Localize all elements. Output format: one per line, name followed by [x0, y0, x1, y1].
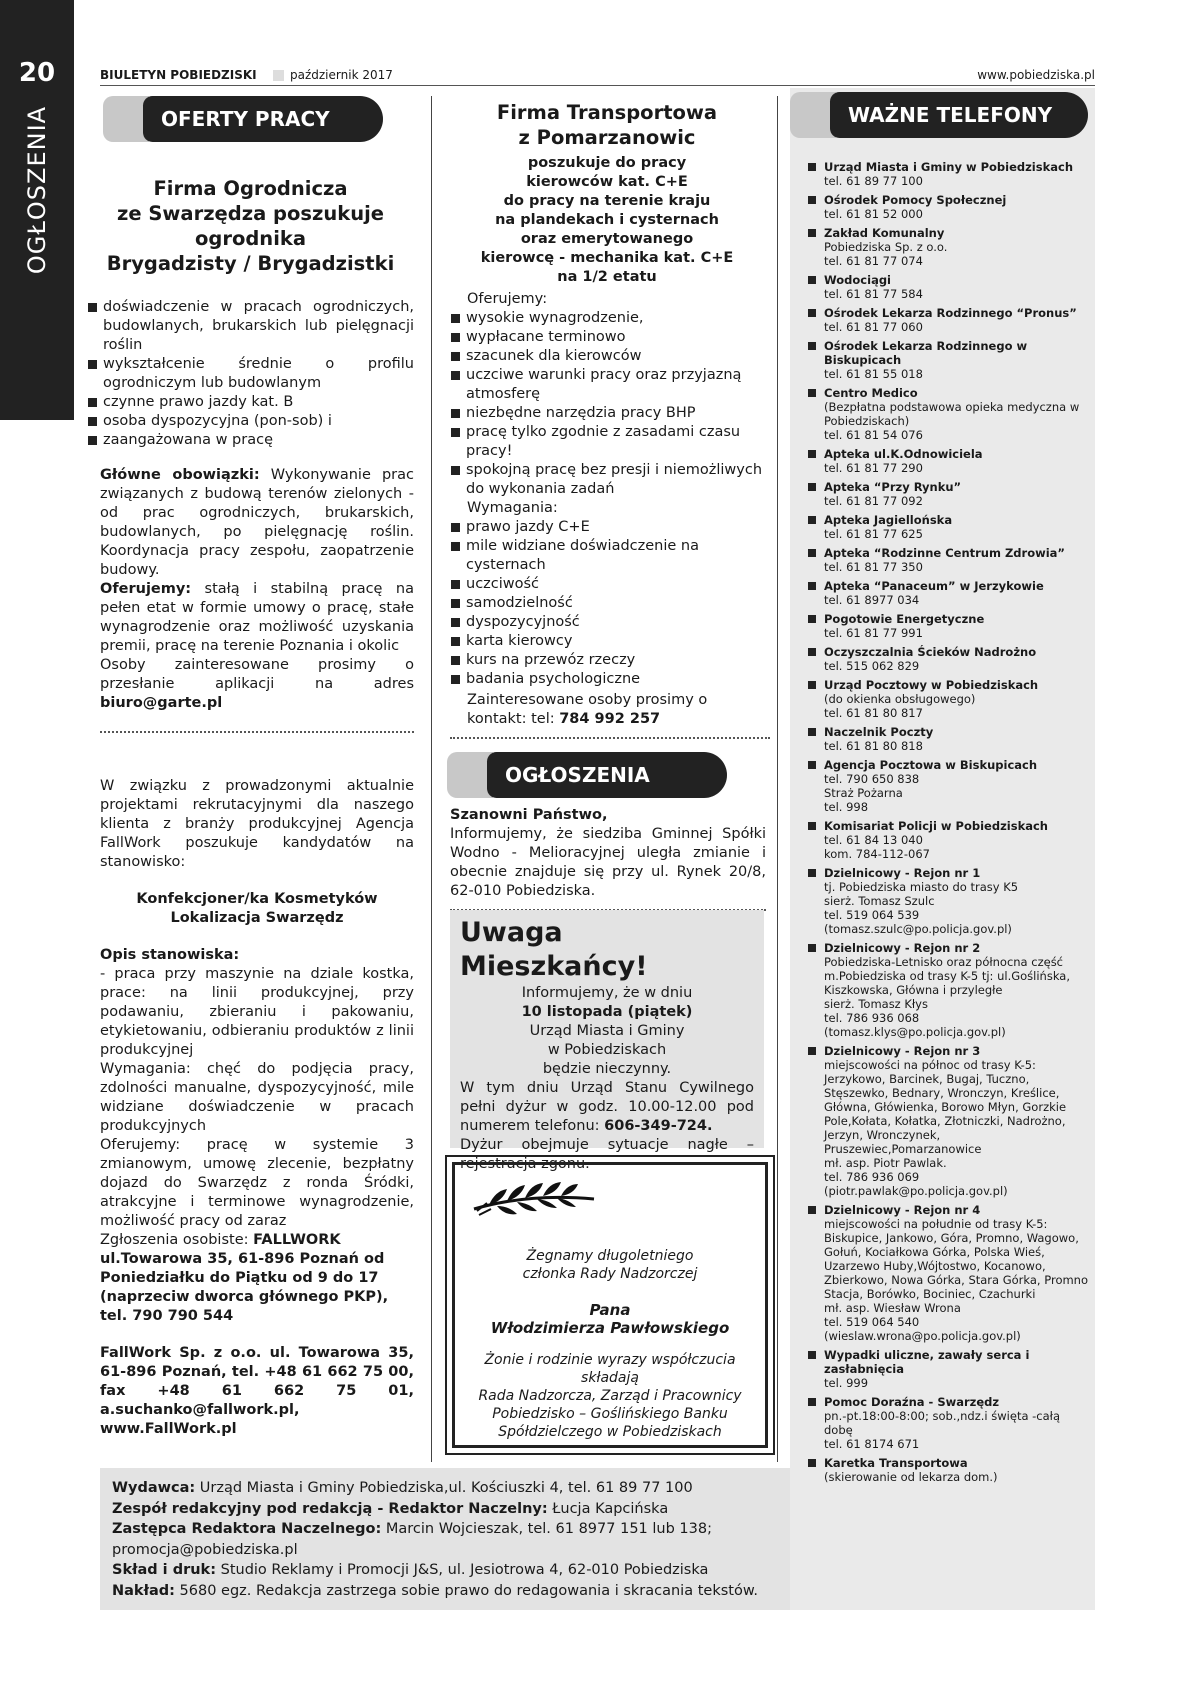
phone-entry-detail: tel. 61 81 77 092 — [824, 494, 923, 508]
phone-entry-name: Pomoc Doraźna - Swarzędz — [824, 1395, 1000, 1409]
phone-entry — [808, 1456, 1090, 1484]
phone-entry-name: Apteka ul.K.Odnowiciela — [824, 447, 983, 461]
phone-entry-detail: tel. 61 81 77 290 — [824, 461, 923, 475]
announcement-text: Informujemy, że siedziba Gminnej Spółki Wodno - Melioracyjnej uległa zmianie i obecnie znajduje się przy ul. Rynek 20/8, 62-010 Pobiedziska. — [450, 826, 766, 899]
phone-entry-name: Dzielnicowy - Rejon nr 4 — [824, 1203, 981, 1217]
phone-entry-detail: tel. 61 81 77 991 — [824, 626, 923, 640]
list-item: pracę tylko zgodnie z zasadami czasu pracy! — [450, 423, 770, 461]
phone-entry-name: Apteka “Rodzinne Centrum Zdrowia” — [824, 546, 1065, 560]
phone-entry — [808, 678, 1090, 720]
phone-entry-detail: tj. Pobiedziska miasto do trasy K5 — [824, 880, 1019, 894]
phone-entry — [808, 941, 1090, 1039]
phone-entry — [808, 1203, 1090, 1343]
fallwork-desc: - praca przy maszynie na dziale kostka, prace: na linii produkcyjnej, przy podawaniu, zbieraniu i pakowaniu, etykietowaniu, odbieraniu produktów z linii produkcyjnej — [100, 966, 414, 1058]
announcements-title: OGŁOSZENIA — [487, 752, 727, 798]
phone-entry-detail: (piotr.pawlak@po.policja.gov.pl) — [824, 1184, 1008, 1198]
phone-entry-detail: tel. 61 81 77 074 — [824, 254, 923, 268]
phone-entry-name: Ośrodek Pomocy Społecznej — [824, 193, 1007, 207]
phone-entry-detail: Straż Pożarna — [824, 786, 903, 800]
laurel-branch-icon — [469, 1171, 599, 1221]
garden-duties: Główne obowiązki: Wykonywanie prac związanych z budową terenów zielonych - od prac ogrodniczych, brukarskich, budowlanych, po pielęgnację roślin. Koordynacja pracy zespołu, zaopatrzenie budowy. — [100, 467, 415, 578]
phone-entry-name: Wodociągi — [824, 273, 892, 287]
garden-contact: Osoby zainteresowane prosimy o przesłanie aplikacji na adres biuro@garte.pl — [100, 657, 414, 711]
phone-entry-detail: tel. 519 064 539 — [824, 908, 920, 922]
notice-duty: W tym dniu Urząd Stanu Cywilnego pełni dyżur w godz. 10.00-12.00 pod numerem telefonu: 606-349-724. — [460, 1080, 754, 1134]
phone-entry-detail: tel. 519 064 540 — [824, 1315, 920, 1329]
phone-entry — [808, 339, 1090, 381]
transport-offer-label: Oferujemy: — [467, 291, 548, 307]
transport-subheading: poszukuje do pracy kierowców kat. C+E do pracy na terenie kraju na plandekach i cysternach oraz emerytowanego kierowcę - mechanika kat. C+E na 1/2 etatu — [480, 155, 734, 285]
list-item: badania psychologiczne — [450, 670, 770, 689]
fallwork-desc-label: Opis stanowiska: — [100, 947, 240, 963]
phone-entry-name: Apteka Jagiellońska — [824, 513, 953, 527]
phone-entry-detail: (wieslaw.wrona@po.policja.gov.pl) — [824, 1329, 1021, 1343]
list-item: szacunek dla kierowców — [450, 347, 770, 366]
garden-benefits: Oferujemy: stałą i stabilną pracę na pełen etat w formie umowy o pracę, stałe wynagrodzenie oraz możliwość uzyskania premii, pracę na terenie Poznania i okolic — [100, 581, 414, 654]
list-item: mile widziane doświadczenie na cysternach — [450, 537, 770, 575]
phone-entry-detail: kom. 784-112-067 — [824, 847, 930, 861]
phone-entry-detail: tel. 61 81 80 818 — [824, 739, 923, 753]
phone-entry — [808, 447, 1090, 475]
phone-entry — [808, 546, 1090, 574]
phone-entry-detail: tel. 61 81 77 060 — [824, 320, 923, 334]
list-item: dyspozycyjność — [450, 613, 770, 632]
list-item: wysokie wynagrodzenie, — [450, 309, 770, 328]
phone-entry — [808, 725, 1090, 753]
transport-heading: Firma Transportowa z Pomarzanowic — [496, 101, 718, 149]
phone-entry — [808, 1395, 1090, 1451]
transport-details — [450, 290, 770, 739]
phone-entry-detail: (tomasz.klys@po.policja.gov.pl) — [824, 1025, 1006, 1039]
announcement-greeting: Szanowni Państwo, — [450, 807, 608, 823]
phone-entry-detail: pn.-pt.18:00-8:00; sob.,ndz.i święta -całą dobę — [824, 1409, 1060, 1437]
phone-entry-detail: Pobiedziska-Letnisko oraz północna część m.Pobiedziska od trasy K-5 tj: ul.Goślińska, Kiszkowska, Główna i przyległe — [824, 955, 1070, 997]
phones-title: WAŻNE TELEFONY — [830, 92, 1088, 138]
list-item: wypłacane terminowo — [450, 328, 770, 347]
phone-entry-name: Urząd Pocztowy w Pobiedziskach — [824, 678, 1039, 692]
phone-entry-detail: (do okienka obsługowego) — [824, 692, 976, 706]
phone-entry-detail: tel. 61 89 77 100 — [824, 174, 923, 188]
phone-entry-detail: tel. 515 062 829 — [824, 659, 920, 673]
phone-entry — [808, 386, 1090, 442]
phone-entry-detail: tel. 61 81 80 817 — [824, 706, 923, 720]
job-offers-title: OFERTY PRACY — [143, 96, 383, 142]
phone-entry-detail: miejscowości na północ od trasy K-5: Jerzykowo, Barcinek, Bugaj, Tuczno, Stęszewko, Bednary, Wronczyn, Kreślice, Główna, Główienka, Borowo Młyn, Gorzkie Pole,Kołata, Kołatka, Złotniczki, Nadrożno, Jerzyn, Wronczynek, Pruszewiec,Pomarzanowice — [824, 1058, 1067, 1156]
list-item: wykształcenie średnie o profilu ogrodniczym lub budowlanym — [87, 355, 414, 393]
list-item: uczciwość — [450, 575, 770, 594]
phone-entry-detail: tel. 999 — [824, 1376, 869, 1390]
phone-entry — [808, 645, 1090, 673]
phone-entry-detail: sierż. Tomasz Kłys — [824, 997, 928, 1011]
transport-req-label: Wymagania: — [467, 500, 558, 516]
side-strip — [0, 0, 74, 420]
issue-date: październik 2017 — [290, 68, 393, 82]
phone-entry — [808, 612, 1090, 640]
phone-entry-detail: tel. 786 936 068 — [824, 1011, 920, 1025]
header-square — [273, 70, 284, 81]
phone-entry-name: Oczyszczalnia Ścieków Nadrożno — [824, 645, 1037, 659]
phone-entry — [808, 480, 1090, 508]
phone-entry-detail: (tomasz.szulc@po.policja.gov.pl) — [824, 922, 1012, 936]
list-item: zaangażowana w pracę — [87, 431, 414, 450]
transport-contact: Zainteresowane osoby prosimy o kontakt: tel: 784 992 257 — [467, 692, 708, 727]
dotted-separator — [450, 737, 770, 739]
dotted-separator — [100, 731, 414, 733]
phone-entry-name: Ośrodek Lekarza Rodzinnego w Biskupicach — [824, 339, 1028, 367]
bulletin-name: BIULETYN POBIEDZISKI — [100, 68, 257, 82]
fallwork-company: FallWork Sp. z o.o. ul. Towarowa 35, 61-896 Poznań, tel. +48 61 662 75 00, fax +48 61 662 75 01, a.suchanko@fallwork.pl, www.FallWork.pl — [100, 1345, 414, 1437]
list-item: spokojną pracę bez presji i niemożliwych do wykonania zadań — [450, 461, 770, 499]
phone-entry-name: Zakład Komunalny — [824, 226, 945, 240]
phone-entry — [808, 273, 1090, 301]
phone-entry-name: Dzielnicowy - Rejon nr 1 — [824, 866, 981, 880]
phone-entry-detail: tel. 790 650 838 — [824, 772, 920, 786]
transport-offer-list — [450, 309, 770, 499]
residents-notice: Uwaga Mieszkańcy! Informujemy, że w dniu 10 listopada (piątek) Urząd Miasta i Gminy w Pobiedziskach będzie nieczynny. W tym dniu Urząd Stanu Cywilnego pełni dyżur w godz. 10.00-12.00 pod numerem telefonu: 606-349-724. Dyżur obejmuje sytuacje nagłe – rejestracja zgonu. — [450, 910, 764, 1148]
obituary-text: Żegnamy długoletniego członka Rady Nadzorczej Pana Włodzimierza Pawłowskiego Żonie i rodzinie wyrazy współczucia składają Rada Nadzorcza, Zarząd i Pracownicy Pobiedzisko – Goślińskiego Banku Spółdzielczego w Pobiedziskach — [455, 1247, 765, 1441]
phone-entry-detail: tel. 61 81 54 076 — [824, 428, 923, 442]
phone-entry-detail: tel. 61 81 55 018 — [824, 367, 923, 381]
phone-entry-detail: tel. 61 81 52 000 — [824, 207, 923, 221]
phone-entry-detail: (skierowanie od lekarza dom.) — [824, 1470, 998, 1484]
notice-phone[interactable]: 606-349-724. — [604, 1118, 713, 1134]
fallwork-location: Lokalizacja Swarzędz — [170, 910, 344, 926]
phone-entry-name: Naczelnik Poczty — [824, 725, 934, 739]
phone-entry-detail: tel. 786 936 069 — [824, 1170, 920, 1184]
garden-email-link[interactable]: biuro@garte.pl — [100, 695, 223, 711]
list-item: prawo jazdy C+E — [450, 518, 770, 537]
page-number: 20 — [18, 58, 56, 88]
phone-entry-name: Centro Medico — [824, 386, 918, 400]
phone-entry-name: Ośrodek Lekarza Rodzinnego “Pronus” — [824, 306, 1077, 320]
fallwork-position: Konfekcjoner/ka Kosmetyków — [136, 891, 378, 907]
phone-entry — [808, 1348, 1090, 1390]
transport-offer — [447, 100, 767, 287]
phone-entry — [808, 866, 1090, 936]
phone-entry-detail: Pobiedziska Sp. z o.o. — [824, 240, 948, 254]
phone-entry-detail: sierż. Tomasz Szulc — [824, 894, 935, 908]
imprint-footer: Wydawca: Urząd Miasta i Gminy Pobiedziska,ul. Kościuszki 4, tel. 61 89 77 100 Zespół redakcyjny pod redakcją - Redaktor Naczelny: Łucja Kapcińska Zastępca Redaktora Naczelnego: Marcin Wojcieszak, tel. 61 8977 151 lub 138; promocja@pobiedziska.pl Skład i druk: Studio Reklamy i Promocji J&S, ul. Jesiotrowa 4, 62-010 Pobiedziska Nakład: 5680 egz. Redakcja zastrzega sobie prawo do redagowania i skracania tekstów. — [100, 1468, 790, 1610]
list-item: niezbędne narzędzia pracy BHP — [450, 404, 770, 423]
phone-entry — [808, 1044, 1090, 1198]
phone-entry — [808, 579, 1090, 607]
phone-entry-detail: tel. 998 — [824, 800, 869, 814]
column-divider-right — [777, 96, 778, 1462]
website-link[interactable]: www.pobiedziska.pl — [977, 68, 1095, 82]
phone-entry — [808, 226, 1090, 268]
phone-entry-name: Agencja Pocztowa w Biskupicach — [824, 758, 1038, 772]
phone-entry-detail: mł. asp. Piotr Pawlak. — [824, 1156, 947, 1170]
job-offers-header — [103, 96, 383, 142]
phone-entry-detail: tel. 61 84 13 040 — [824, 833, 923, 847]
phones-header — [790, 92, 1088, 138]
phone-entry-detail: tel. 61 81 77 584 — [824, 287, 923, 301]
column-divider-left — [431, 96, 432, 1462]
announcement-water — [450, 806, 766, 911]
phone-entry-detail: miejscowości na południe od trasy K-5: Biskupice, Jankowo, Góra, Promno, Wagowo, Gołuń, Kociałkowa Górka, Polska Wieś, Uzarzewo Huby,Wójtostwo, Kocanowo, Zbierkowo, Nowa Górka, Stara Górka, Promno Stacja, Borówko, Bociniec, Czachurki — [824, 1217, 1089, 1301]
phone-entry — [808, 160, 1090, 188]
phone-entry-detail: (Bezpłatna podstawowa opieka medyczna w Pobiedziskach) — [824, 400, 1080, 428]
phone-entry-name: Dzielnicowy - Rejon nr 3 — [824, 1044, 981, 1058]
phone-entry — [808, 819, 1090, 861]
garden-heading: Firma Ogrodnicza ze Swarzędza poszukuje ogrodnika Brygadzisty / Brygadzistki — [106, 177, 395, 275]
list-item: uczciwe warunki pracy oraz przyjazną atmosferę — [450, 366, 770, 404]
phone-entry-name: Dzielnicowy - Rejon nr 2 — [824, 941, 981, 955]
phone-entry-name: Apteka “Przy Rynku” — [824, 480, 962, 494]
list-item: osoba dyspozycyjna (pon-sob) i — [87, 412, 414, 431]
obituary-name: Włodzimierza Pawłowskiego — [490, 1319, 730, 1337]
announcements-header — [447, 752, 727, 798]
phone-entry — [808, 758, 1090, 814]
phone-entry-name: Apteka “Panaceum” w Jerzykowie — [824, 579, 1044, 593]
phone-entry-name: Pogotowie Energetyczne — [824, 612, 985, 626]
phone-entry-detail: tel. 61 8977 034 — [824, 593, 920, 607]
phone-entry-name: Komisariat Policji w Pobiedziskach — [824, 819, 1048, 833]
phone-entry-detail: tel. 61 81 77 625 — [824, 527, 923, 541]
section-label: OGŁOSZENIA — [23, 105, 51, 275]
list-item: samodzielność — [450, 594, 770, 613]
phones-list — [808, 160, 1090, 1489]
notice-urgent: Dyżur obejmuje sytuacje nagłe – rejestracja zgonu. — [460, 1137, 754, 1172]
phone-entry-name: Urząd Miasta i Gminy w Pobiedziskach — [824, 160, 1074, 174]
phone-entry — [808, 513, 1090, 541]
transport-req-list — [450, 518, 770, 689]
fallwork-benefits: Oferujemy: pracę w systemie 3 zmianowym, umowę zlecenie, bezpłatny dojazd do Swarzędz z ronda Śródki, atrakcyjne i terminowe wynagrodzenie, możliwość pracy od zaraz — [100, 1137, 414, 1229]
fallwork-requirements: Wymagania: chęć do podjęcia pracy, zdolności manualne, dyspozycyjność, mile widziane doświadczenie w pracach produkcyjnych — [100, 1061, 414, 1134]
obituary — [445, 1155, 775, 1455]
fallwork-intro: W związku z prowadzonymi aktualnie projektami rekrutacyjnymi dla naszego klienta z branży produkcyjnej Agencja FallWork poszukuje kandydatów na stanowisko: — [100, 778, 414, 870]
list-item: czynne prawo jazdy kat. B — [87, 393, 414, 412]
phone-entry — [808, 193, 1090, 221]
phone-entry-detail: tel. 61 8174 671 — [824, 1437, 920, 1451]
notice-title: Uwaga Mieszkańcy! — [460, 917, 648, 982]
phone-entry-name: Wypadki uliczne, zawały serca i zasłabnięcia — [824, 1348, 1030, 1376]
list-item: karta kierowcy — [450, 632, 770, 651]
fallwork-offer — [100, 777, 414, 1439]
page-header — [100, 68, 1095, 86]
phone-entry-detail: mł. asp. Wiesław Wrona — [824, 1301, 961, 1315]
phone-entry — [808, 306, 1090, 334]
garden-offer — [87, 176, 414, 733]
list-item: doświadczenie w pracach ogrodniczych, budowlanych, brukarskich lub pielęgnacji roślin — [87, 298, 414, 355]
list-item: kurs na przewóz rzeczy — [450, 651, 770, 670]
fallwork-apply: Zgłoszenia osobiste: FALLWORK ul.Towarowa 35, 61-896 Poznań od Poniedziałku do Piątku od 9 do 17 (naprzeciw dworca głównego PKP), tel. 790 790 544 — [100, 1232, 389, 1324]
notice-date: 10 listopada (piątek) — [521, 1004, 693, 1020]
transport-phone[interactable]: 784 992 257 — [559, 711, 661, 727]
phone-entry-detail: tel. 61 81 77 350 — [824, 560, 923, 574]
garden-requirements — [87, 298, 414, 450]
phone-entry-name: Karetka Transportowa — [824, 1456, 968, 1470]
footer-email[interactable]: promocja@pobiedziska.pl — [112, 1541, 298, 1558]
